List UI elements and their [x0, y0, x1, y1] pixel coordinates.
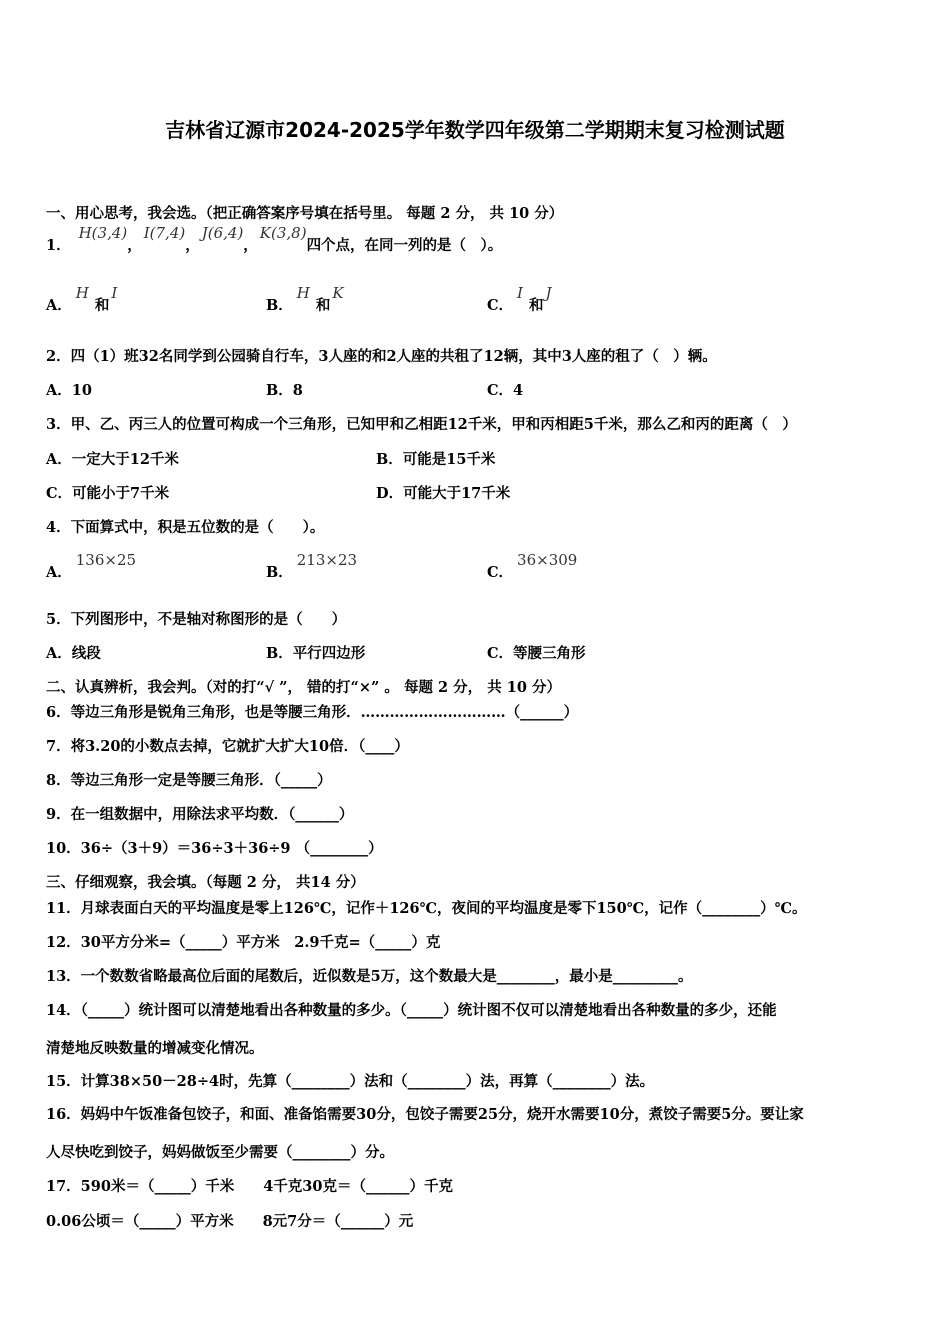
q5-option-c[interactable]: C．等腰三角形 — [487, 645, 586, 662]
option-label: A． — [46, 297, 72, 314]
option-math: I — [111, 284, 118, 302]
q3-option-a[interactable]: A．一定大于12千米 — [46, 451, 179, 468]
option-math: 213×23 — [296, 551, 358, 569]
q5-option-a[interactable]: A．线段 — [46, 645, 101, 662]
page-title: 吉林省辽源市2024-2025学年数学四年级第二学期期末复习检测试题 — [165, 118, 785, 142]
q1-option-c[interactable] — [487, 284, 552, 315]
option-math: 36×309 — [517, 551, 578, 569]
question-11: 11．月球表面白天的平均温度是零上126℃，记作＋126℃，夜间的平均温度是零下150℃，记作（________）℃。 — [46, 900, 807, 917]
q2-option-a[interactable]: A．10 — [46, 382, 92, 399]
question-6: 6．等边三角形是锐角三角形，也是等腰三角形．…………………………（______） — [46, 704, 579, 721]
q2-option-c[interactable]: C．4 — [487, 382, 524, 399]
point-i: I(7,4) — [143, 224, 186, 242]
question-10: 10．36÷（3＋9）＝36÷3＋36÷9 （________） — [46, 840, 383, 857]
q3-option-d[interactable]: D．可能大于17千米 — [376, 485, 511, 502]
comma: ， — [243, 237, 258, 254]
section-1-heading: 一、用心思考，我会选。（把正确答案序号填在括号里。 每题 2 分， 共 10 分） — [46, 205, 564, 222]
option-label: C． — [487, 564, 514, 581]
question-17-line-1: 17．590米＝（_____）千米 4千克30克＝（______）千克 — [46, 1178, 453, 1195]
question-17-line-2: 0.06公顷＝（_____）平方米 8元7分＝（______）元 — [46, 1213, 414, 1230]
point-k: K(3,8) — [259, 224, 307, 242]
option-label: C． — [487, 297, 514, 314]
q1-option-a[interactable] — [46, 284, 118, 315]
option-connector: 和 — [528, 297, 544, 314]
q3-option-b[interactable]: B．可能是15千米 — [376, 451, 496, 468]
option-label: A． — [46, 564, 72, 581]
point-h: H(3,4) — [78, 224, 128, 242]
option-math: H — [296, 284, 310, 302]
question-3: 3．甲、乙、丙三人的位置可构成一个三角形，已知甲和乙相距12千米，甲和丙相距5千米，那么乙和丙的距离（ ） — [46, 416, 797, 433]
question-12: 12．30平方分米=（_____）平方米 2.9千克=（_____）克 — [46, 934, 441, 951]
option-connector: 和 — [315, 297, 331, 314]
section-3-heading: 三、仔细观察，我会填。（每题 2 分， 共14 分） — [46, 874, 365, 891]
question-16-line-1: 16．妈妈中午饭准备包饺子，和面、准备馅需要30分，包饺子需要25分，烧开水需要10分，煮饺子需要5分。要让家 — [46, 1106, 804, 1123]
question-14-line-2: 清楚地反映数量的增减变化情况。 — [46, 1040, 264, 1057]
comma: ， — [185, 237, 200, 254]
question-13: 13．一个数数省略最高位后面的尾数后，近似数是5万，这个数最大是________，最小是_________。 — [46, 968, 693, 985]
q4-option-c[interactable] — [487, 551, 578, 582]
q3-option-c[interactable]: C．可能小于7千米 — [46, 485, 170, 502]
question-5: 5．下列图形中，不是轴对称图形的是（ ） — [46, 611, 347, 628]
question-16-line-2: 人尽快吃到饺子，妈妈做饭至少需要（________）分。 — [46, 1144, 394, 1161]
option-math: 136×25 — [75, 551, 137, 569]
question-1-number: 1． — [46, 237, 71, 254]
comma: ， — [127, 237, 142, 254]
option-label: B． — [266, 564, 293, 581]
question-4: 4．下面算式中，积是五位数的是（ ）。 — [46, 519, 325, 536]
section-2-heading: 二、认真辨析，我会判。（对的打“√ ”， 错的打“×” 。 每题 2 分， 共 10 分） — [46, 679, 561, 696]
option-label: B． — [266, 297, 293, 314]
q4-option-b[interactable] — [266, 551, 358, 582]
question-8: 8．等边三角形一定是等腰三角形．（_____） — [46, 772, 332, 789]
question-2: 2．四（1）班32名同学到公园骑自行车，3人座的和2人座的共租了12辆，其中3人座的租了（ ）辆。 — [46, 348, 717, 365]
option-math: J — [545, 284, 552, 302]
option-math: I — [517, 284, 523, 302]
question-1 — [46, 224, 503, 255]
question-9: 9．在一组数据中，用除法求平均数．（______） — [46, 806, 354, 823]
point-j: J(6,4) — [201, 224, 244, 242]
question-7: 7．将3.20的小数点去掉，它就扩大扩大10倍．（____） — [46, 738, 409, 755]
question-14-line-1: 14．（_____）统计图可以清楚地看出各种数量的多少。（_____）统计图不仅可以清楚地看出各种数量的多少，还能 — [46, 1002, 777, 1019]
option-connector: 和 — [94, 297, 110, 314]
option-math: K — [332, 284, 344, 302]
q1-option-b[interactable] — [266, 284, 344, 315]
q5-option-b[interactable]: B．平行四边形 — [266, 645, 366, 662]
question-15: 15．计算38×50－28÷4时，先算（________）法和（________）法，再算（________）法。 — [46, 1073, 655, 1090]
q2-option-b[interactable]: B．8 — [266, 382, 303, 399]
q4-option-a[interactable] — [46, 551, 137, 582]
question-1-tail: 四个点，在同一列的是（ ）。 — [306, 237, 503, 254]
option-math: H — [75, 284, 89, 302]
